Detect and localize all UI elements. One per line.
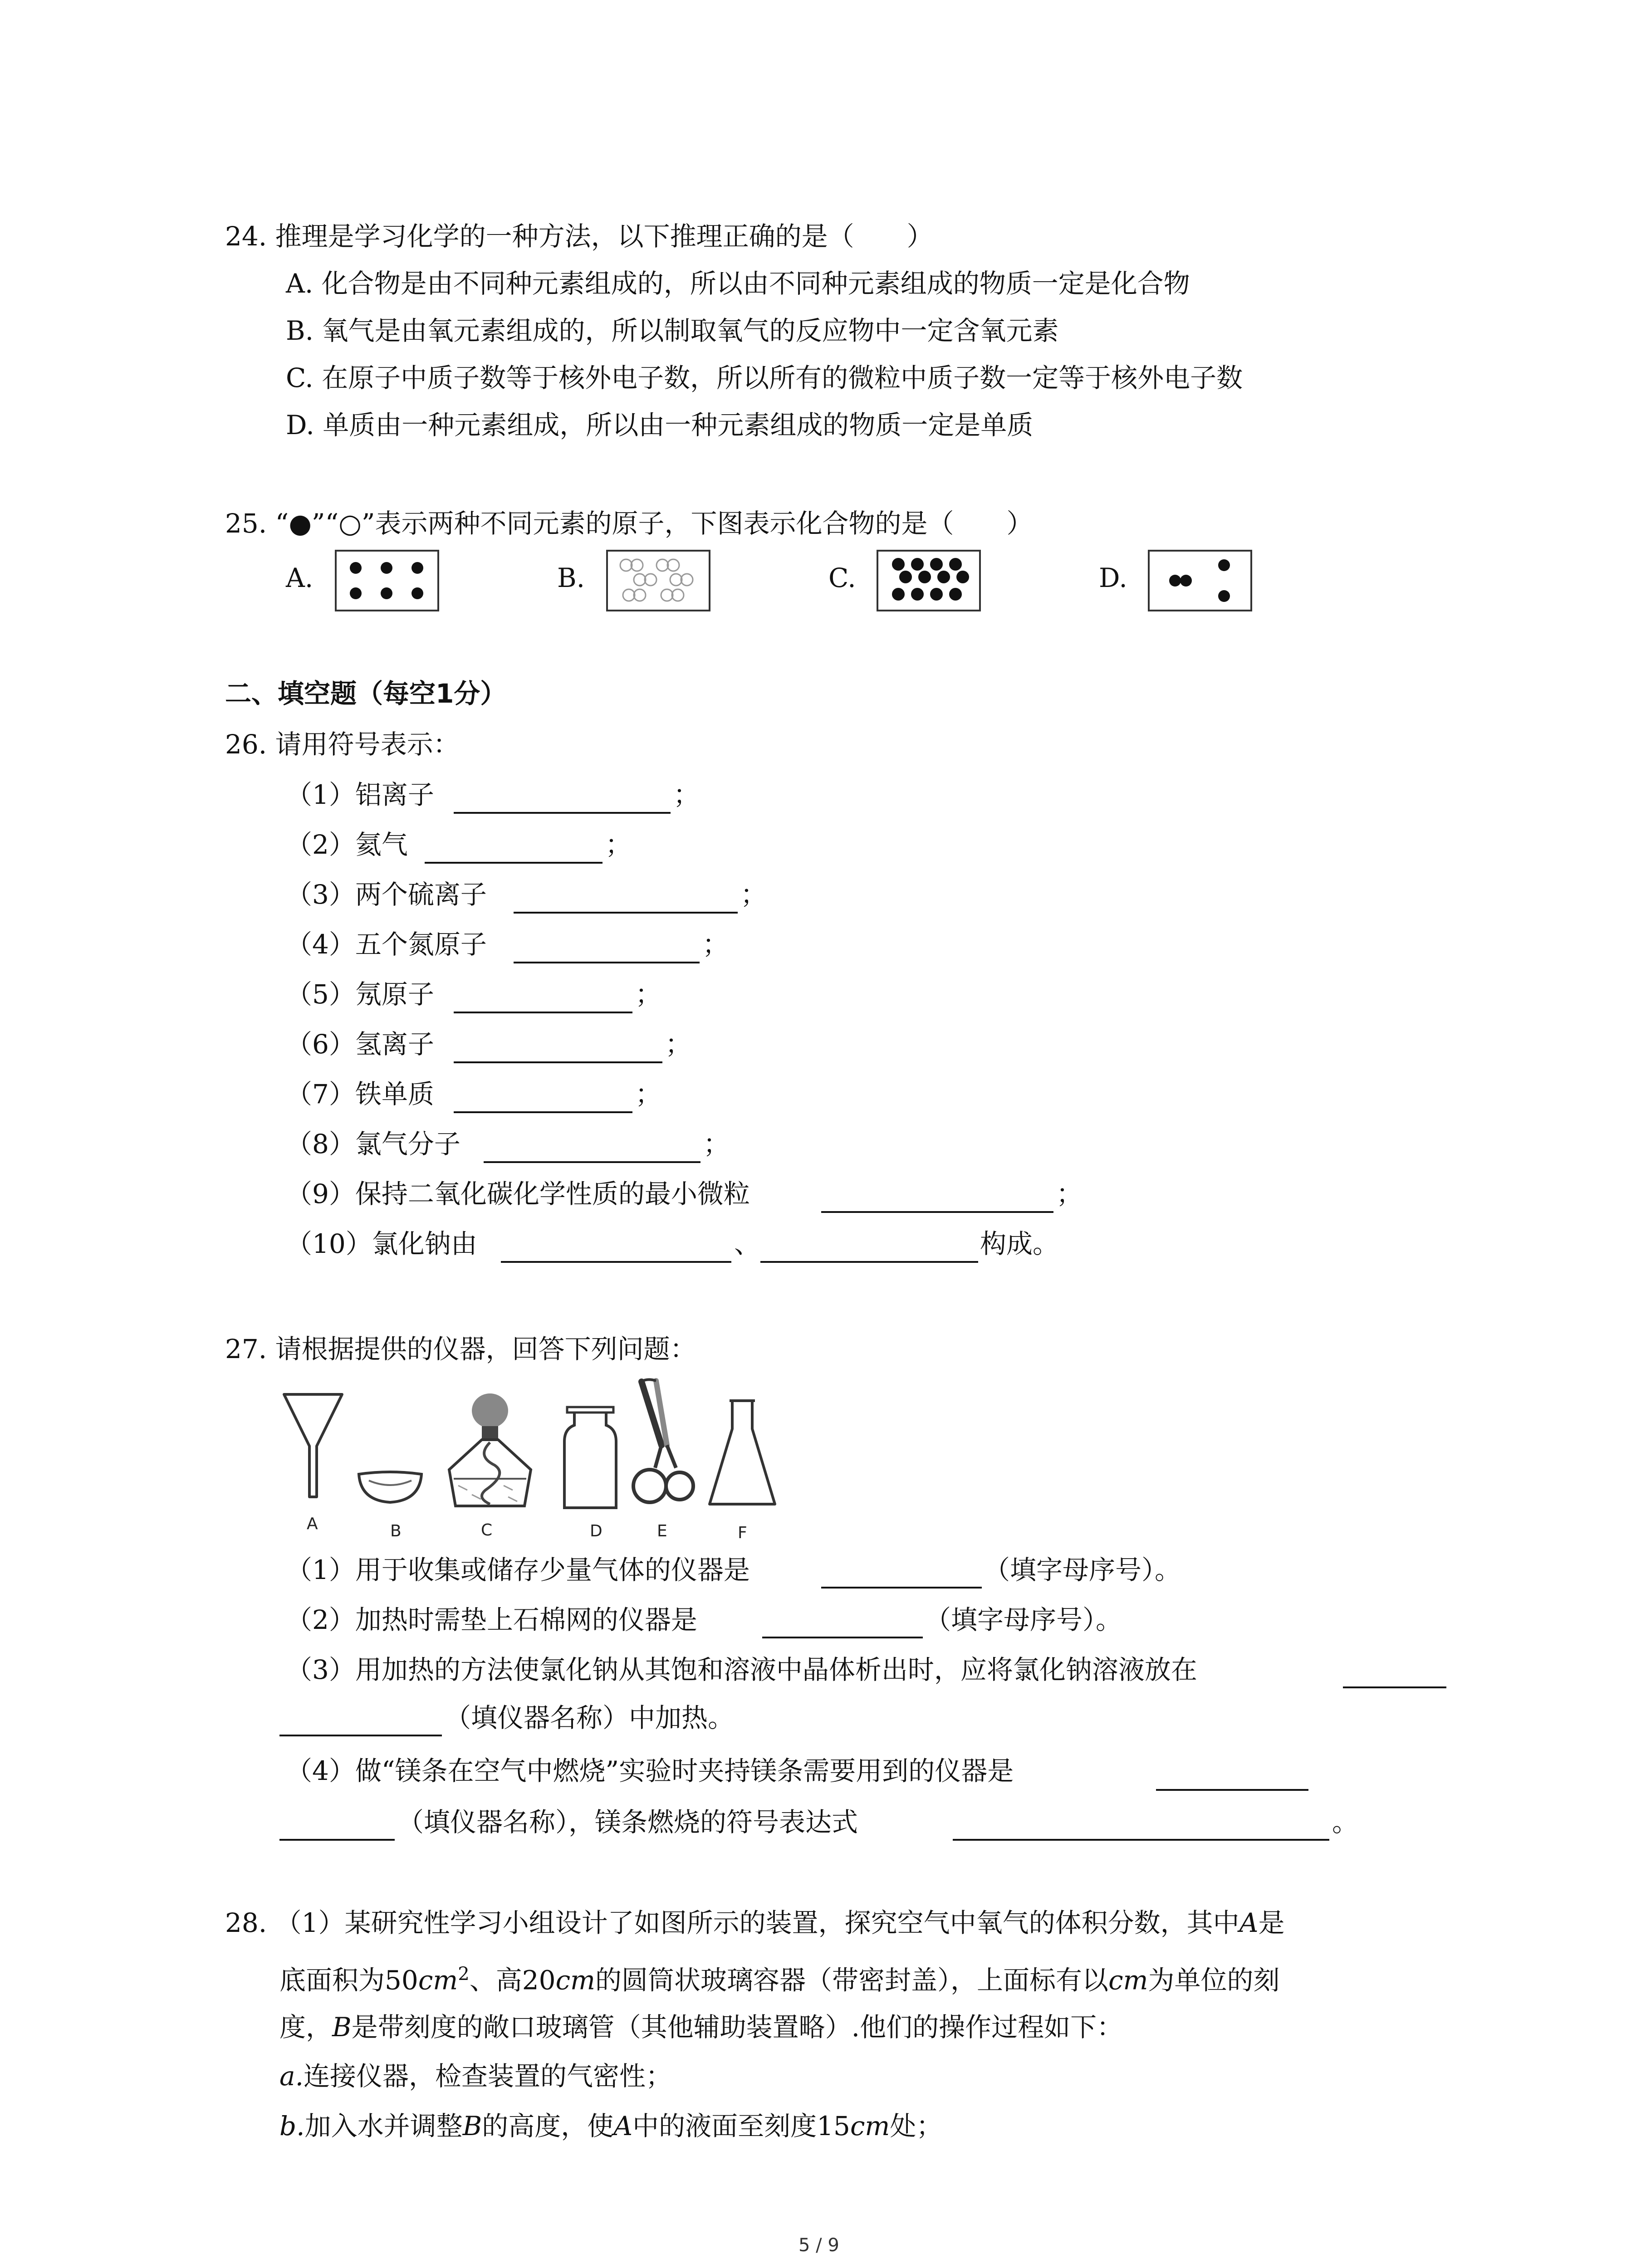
q25-stem: 25. “●”“○”表示两种不同元素的原子，下图表示化合物的是（ ）: [225, 508, 1033, 539]
q25-box-a: [335, 550, 439, 611]
q27-blank-3b[interactable]: [279, 1735, 442, 1736]
q26-blank-2[interactable]: [425, 862, 603, 864]
q26-blank-8[interactable]: [484, 1161, 700, 1163]
q28-line-4: a.连接仪器，检查装置的气密性；: [279, 2061, 672, 2092]
q25-diagram-a: [337, 552, 437, 610]
apparatus-label-f: F: [738, 1524, 747, 1542]
q27-p4-line1: （4）做“镁条在空气中燃烧”实验时夹持镁条需要用到的仪器是: [286, 1755, 1014, 1786]
q26-item-3: （3）两个硫离子: [286, 879, 487, 910]
q25-label-c: C.: [828, 562, 856, 593]
q27-p3-line1: （3）用加热的方法使氯化钠从其饱和溶液中晶体析出时，应将氯化钠溶液放在: [286, 1654, 1197, 1685]
q26-blank-4[interactable]: [514, 962, 700, 963]
evaporating-dish-icon: [356, 1468, 424, 1506]
q24-option-b: B. 氧气是由氧元素组成的，所以制取氧气的反应物中一定含氧元素: [286, 315, 1059, 346]
apparatus-label-c: C: [481, 1521, 493, 1540]
q25-box-b: [606, 550, 710, 611]
q27-blank-1[interactable]: [821, 1587, 982, 1589]
gas-bottle-icon: [561, 1405, 620, 1510]
q24-option-c: C. 在原子中质子数等于核外电子数，所以所有的微粒中质子数一定等于核外电子数: [286, 362, 1243, 393]
q26-end-1: ；: [673, 779, 700, 810]
q27-p3-line2: （填仪器名称）中加热。: [445, 1702, 735, 1733]
q27-blank-4b[interactable]: [279, 1839, 395, 1841]
q25-diagram-c: [878, 552, 979, 610]
q27-blank-4c[interactable]: [953, 1839, 1329, 1841]
q26-end-6: ；: [665, 1029, 692, 1060]
q25-box-d: [1148, 550, 1252, 611]
q26-end-8: ；: [703, 1129, 730, 1159]
q26-blank-3[interactable]: [514, 912, 738, 914]
q26-end-3: ；: [740, 879, 767, 910]
q24-stem: 24. 推理是学习化学的一种方法，以下推理正确的是（ ）: [225, 221, 933, 252]
q24-option-d: D. 单质由一种元素组成，所以由一种元素组成的物质一定是单质: [286, 410, 1034, 440]
q26-blank-7[interactable]: [454, 1111, 632, 1113]
q26-item-4: （4）五个氮原子: [286, 929, 487, 960]
q27-p1-hint: （填字母序号）。: [984, 1554, 1181, 1585]
q26-item-9: （9）保持二氧化碳化学性质的最小微粒: [286, 1178, 750, 1209]
alcohol-lamp-icon: [440, 1393, 540, 1510]
q26-end-2: ；: [605, 829, 632, 860]
q26-end-10: 构成。: [980, 1228, 1059, 1259]
q26-end-4: ；: [702, 929, 729, 960]
q26-item-8: （8）氯气分子: [286, 1129, 460, 1159]
q25-box-c: [877, 550, 981, 611]
crucible-tongs-icon: [631, 1377, 694, 1513]
q26-end-5: ；: [635, 979, 662, 1010]
q26-end-7: ；: [635, 1079, 662, 1110]
q27-p4-line2: （填仪器名称），镁条燃烧的符号表达式: [397, 1807, 858, 1838]
q28-line-1: 28. （1）某研究性学习小组设计了如图所示的装置，探究空气中氧气的体积分数，其中A是: [225, 1907, 1285, 1938]
apparatus-label-e: E: [657, 1522, 667, 1540]
q26-item-2: （2）氦气: [286, 829, 408, 860]
q26-sep-10: 、: [734, 1228, 761, 1259]
q27-stem: 27. 请根据提供的仪器，回答下列问题：: [225, 1334, 696, 1364]
q27-p4-end: 。: [1332, 1807, 1359, 1838]
conical-flask-icon: [706, 1397, 779, 1510]
q26-blank-5[interactable]: [454, 1012, 632, 1013]
apparatus-label-b: B: [390, 1522, 402, 1540]
q25-label-d: D.: [1099, 562, 1127, 593]
q26-blank-10b[interactable]: [760, 1261, 978, 1263]
q26-item-7: （7）铁单质: [286, 1079, 434, 1110]
q27-blank-4a[interactable]: [1156, 1789, 1308, 1791]
q27-blank-2[interactable]: [762, 1637, 923, 1638]
q25-label-a: A.: [286, 562, 314, 593]
q25-diagram-b: [608, 552, 709, 610]
q26-blank-10a[interactable]: [501, 1261, 731, 1263]
q26-item-10: （10）氯化钠由: [286, 1228, 477, 1259]
section-title: 二、填空题（每空1分）: [225, 678, 507, 709]
q25-label-b: B.: [557, 562, 585, 593]
funnel-icon: [281, 1392, 345, 1501]
q26-blank-9[interactable]: [821, 1211, 1053, 1213]
q28-line-3: 度，B是带刻度的敞口玻璃管（其他辅助装置略）.他们的操作过程如下：: [279, 2012, 1123, 2043]
q27-p2-hint: （填字母序号）。: [925, 1604, 1122, 1635]
q24-option-a: A. 化合物是由不同种元素组成的，所以由不同种元素组成的物质一定是化合物: [286, 268, 1190, 299]
q25-diagram-d: [1150, 552, 1250, 610]
q26-item-5: （5）氖原子: [286, 979, 434, 1010]
q26-end-9: ；: [1056, 1178, 1083, 1209]
apparatus-label-d: D: [590, 1522, 603, 1540]
q26-stem: 26. 请用符号表示：: [225, 729, 460, 760]
q26-item-6: （6）氢离子: [286, 1029, 434, 1060]
q27-p1-text: （1）用于收集或储存少量气体的仪器是: [286, 1554, 750, 1585]
q27-p2-text: （2）加热时需垫上石棉网的仪器是: [286, 1604, 697, 1635]
page-number: 5 / 9: [798, 2235, 839, 2256]
q26-blank-1[interactable]: [454, 812, 671, 814]
q26-blank-6[interactable]: [454, 1061, 662, 1063]
q26-item-1: （1）铝离子: [286, 779, 434, 810]
apparatus-label-a: A: [307, 1515, 318, 1533]
q28-line-2: 底面积为$50cm^2$、高20cm的圆筒状玻璃容器（带密封盖），上面标有以cm为单位的刻: [279, 1964, 1280, 1996]
q27-blank-3a[interactable]: [1343, 1686, 1446, 1688]
q28-line-5: b.加入水并调整B的高度，使A中的液面至刻度15cm处；: [279, 2111, 943, 2141]
